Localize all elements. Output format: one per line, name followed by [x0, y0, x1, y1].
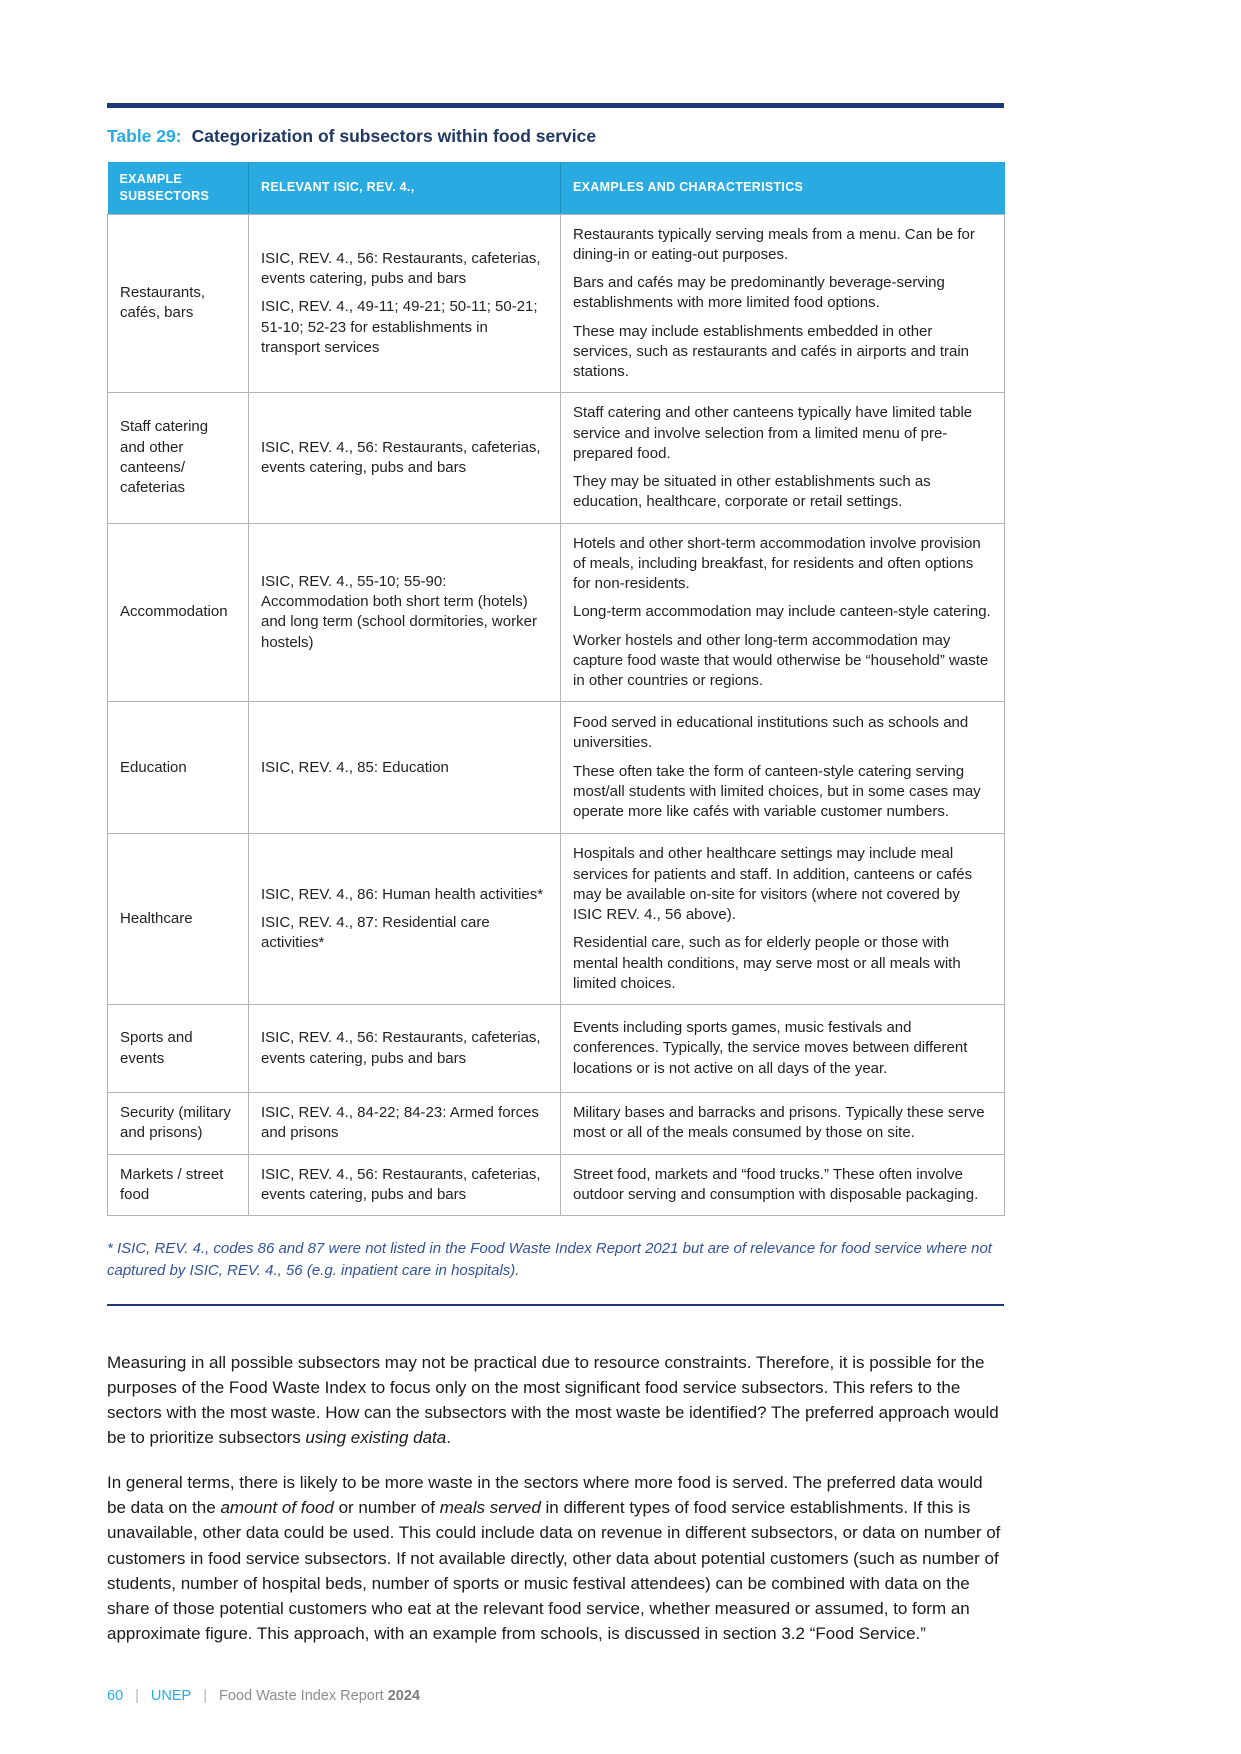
page-number: 60 [107, 1688, 124, 1704]
isic-text: ISIC, REV. 4., 86: Human health activities* [261, 885, 544, 903]
table-row [108, 523, 1005, 702]
example-text: Restaurants typically serving meals from a menu. Can be for dining-in or eating-out purposes. [573, 225, 975, 263]
subsectors-table [107, 162, 1005, 1216]
paragraph-text: Measuring in all possible subsectors may not be practical due to resource constraints. Therefore, it is possible for the purposes of the Food Waste Index to focus only on the most significant food service subsectors. This refers to the sectors with the most waste. How can the subsectors with the most waste be identified? The preferred approach would be to prioritize subsectors [107, 1352, 999, 1447]
isic-cell [249, 1154, 561, 1216]
subsector-text: Accommodation [120, 603, 228, 621]
example-text: Street food, markets and “food trucks.” These often involve outdoor serving and consumption with disposable packaging. [573, 1165, 979, 1203]
table-row [108, 702, 1005, 834]
example-text: Worker hostels and other long-term accommodation may capture food waste that would otherwise be “household” waste in other countries or regions. [573, 631, 989, 689]
isic-text: ISIC, REV. 4., 55-10; 55-90: Accommodation both short term (hotels) and long term (school dormitories, worker hostels) [261, 572, 537, 651]
subsector-text: Markets / street food [120, 1165, 224, 1203]
table-number-label: Table 29: [107, 126, 182, 146]
example-text: Food served in educational institutions such as schools and universities. [573, 714, 969, 752]
paragraph-text: or number of [333, 1498, 440, 1518]
example-text: Bars and cafés may be predominantly beverage-serving establishments with more limited food options. [573, 274, 945, 312]
example-text: Hospitals and other healthcare settings may include meal services for patients and staff. In addition, canteens or cafés may be available on-site for visitors (where not covered by ISIC REV. 4., 56 above). [573, 845, 973, 923]
example-text: Hotels and other short-term accommodation involve provision of meals, including breakfast, for residents and often options for non-residents. [573, 534, 981, 592]
footer-separator: | [203, 1688, 207, 1704]
paragraph-italic: meals served [439, 1498, 541, 1518]
body-text [107, 1350, 1004, 1647]
body-paragraph [107, 1350, 1004, 1451]
examples-cell [561, 1093, 1005, 1155]
subsector-cell [108, 523, 249, 702]
paragraph-text: . [446, 1427, 451, 1447]
isic-cell [249, 702, 561, 834]
page-title: Categorization of subsectors within food service [191, 126, 597, 146]
subsector-text: Sports and events [120, 1029, 193, 1067]
example-text: Staff catering and other canteens typically have limited table service and involve selection from a limited menu of pre-prepared food. [573, 404, 973, 462]
paragraph-text: In general terms, there is likely to be more waste in the sectors where more food is served. The preferred data would be data on the [107, 1473, 983, 1518]
subsector-cell [108, 1005, 249, 1093]
top-divider-rule [107, 103, 1004, 108]
isic-cell [249, 834, 561, 1005]
page-footer [107, 1688, 420, 1704]
table-footnote: * ISIC, REV. 4., codes 86 and 87 were not listed in the Food Waste Index Report 2021 but are of relevance for food service where not captured by ISIC, REV. 4., 56 (e.g. inpatient care in hospitals). [107, 1240, 992, 1279]
paragraph-text: in different types of food service establishments. If this is unavailable, other data could be used. This could include data on revenue in different subsectors, or data on number of customers in food service subsectors. If not available directly, other data about potential customers (such as number of students, number of hospital beds, number of sports or music festival attendees) can be combined with data on the share of those potential customers who eat at the relevant food service, whether measured or assumed, to form an approximate figure. This approach, with an example from schools, is discussed in section 3.2 “Food Service.” [107, 1498, 1001, 1644]
content-column [107, 0, 1004, 1666]
subsector-text: Security (military and prisons) [120, 1104, 231, 1142]
example-text: These often take the form of canteen-style catering serving most/all students with limited choices, but in some cases may operate more like cafés with variable customer numbers. [573, 762, 981, 821]
subsector-text: Healthcare [120, 910, 193, 927]
table-header-row [108, 162, 1005, 214]
isic-text: ISIC, REV. 4., 56: Restaurants, cafeterias, events catering, pubs and bars [261, 438, 541, 476]
table-row [108, 1093, 1005, 1155]
subsector-cell [108, 393, 249, 523]
isic-text: ISIC, REV. 4., 49-11; 49-21; 50-11; 50-21; 51-10; 52-23 for establishments in transport services [261, 298, 538, 356]
isic-text: ISIC, REV. 4., 56: Restaurants, cafeterias, events catering, pubs and bars [261, 1029, 541, 1067]
isic-text: ISIC, REV. 4., 85: Education [261, 758, 449, 776]
isic-cell [249, 1093, 561, 1155]
examples-cell [561, 523, 1005, 702]
isic-cell [249, 393, 561, 523]
table-row [108, 834, 1005, 1005]
subsector-cell [108, 1154, 249, 1216]
paragraph-italic: using existing data [305, 1427, 447, 1447]
table-row [108, 214, 1005, 393]
example-text: Residential care, such as for elderly people or those with mental health conditions, may serve most or all meals with limited choices. [573, 934, 961, 992]
example-text: Military bases and barracks and prisons. Typically these serve most or all of the meals consumed by those on site. [573, 1104, 985, 1142]
column-header-isic: RELEVANT ISIC, REV. 4., [249, 162, 561, 214]
table-row [108, 1005, 1005, 1093]
subsector-cell [108, 214, 249, 393]
isic-text: ISIC, REV. 4., 56: Restaurants, cafeterias, events catering, pubs and bars [261, 1165, 541, 1203]
subsector-cell [108, 702, 249, 834]
footer-separator: | [135, 1688, 139, 1704]
column-header-examples: EXAMPLES AND CHARACTERISTICS [561, 162, 1005, 214]
example-text: Events including sports games, music festivals and conferences. Typically, the service moves between different locations or is not active on all days of the year. [573, 1019, 968, 1077]
table-row [108, 1154, 1005, 1216]
isic-text: ISIC, REV. 4., 56: Restaurants, cafeterias, events catering, pubs and bars [261, 249, 541, 287]
subsector-text: Staff catering and other canteens/ cafeterias [120, 418, 209, 497]
example-text: They may be situated in other establishments such as education, healthcare, corporate or retail settings. [573, 473, 931, 511]
paragraph-italic: amount of food [220, 1498, 334, 1518]
examples-cell [561, 1154, 1005, 1216]
table-row [108, 393, 1005, 523]
isic-cell [249, 1005, 561, 1093]
footer-report-title: Food Waste Index Report [219, 1688, 384, 1704]
subsector-cell [108, 1093, 249, 1155]
examples-cell [561, 214, 1005, 393]
isic-text: ISIC, REV. 4., 87: Residential care activities* [261, 914, 490, 952]
examples-cell [561, 1005, 1005, 1093]
subsector-cell [108, 834, 249, 1005]
subsector-text: Education [120, 758, 187, 776]
table-caption [107, 125, 1004, 148]
example-text: These may include establishments embedded in other services, such as restaurants and cafés in airports and train stations. [573, 322, 970, 380]
footer-org: UNEP [150, 1688, 192, 1704]
column-header-subsectors: EXAMPLE SUBSECTORS [108, 162, 249, 214]
isic-text: ISIC, REV. 4., 84-22; 84-23: Armed forces and prisons [261, 1104, 539, 1142]
footer-report-year: 2024 [387, 1688, 420, 1704]
examples-cell [561, 393, 1005, 523]
examples-cell [561, 702, 1005, 834]
subsector-text: Restaurants, cafés, bars [120, 284, 206, 322]
example-text: Long-term accommodation may include canteen-style catering. [573, 603, 991, 621]
body-paragraph [107, 1470, 1004, 1646]
examples-cell [561, 834, 1005, 1005]
isic-cell [249, 214, 561, 393]
bottom-divider-rule [107, 1304, 1004, 1306]
isic-cell [249, 523, 561, 702]
